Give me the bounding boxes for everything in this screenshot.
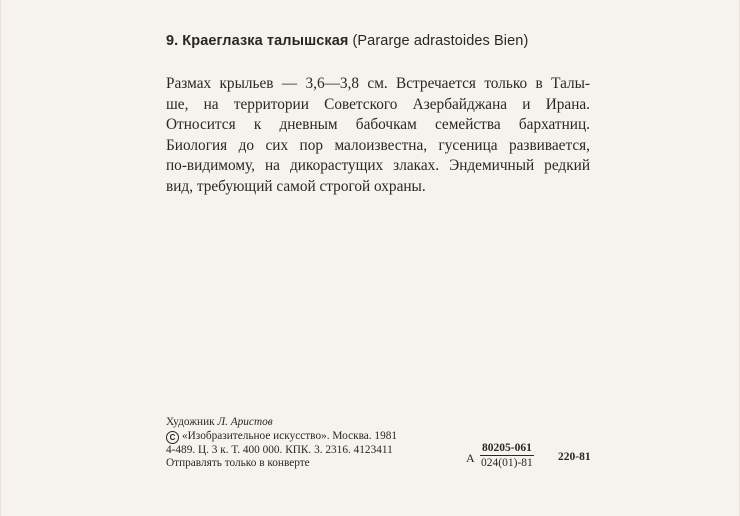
artist-credit xyxy=(166,416,397,430)
index-denominator: 024(01)-81 xyxy=(481,457,533,469)
description-line: Биология до сих пор малоизвестна, гусеница развивается, xyxy=(166,136,590,154)
description-line: вид, требующий самой строгой охраны. xyxy=(166,177,426,195)
artist-name: Л. Аристов xyxy=(217,416,273,428)
copyright-icon: C xyxy=(166,431,179,444)
artist-label: Художник xyxy=(166,416,215,428)
description-line: Размах крыльев — 3,6—3,8 см. Встречается только в Талы- xyxy=(166,75,590,92)
description-line: Относится к дневным бабочкам семейства бархатниц. xyxy=(166,116,590,133)
description-line: по-видимому, на дикорастущих злаках. Эндемичный редкий xyxy=(166,157,590,174)
index-letter: А xyxy=(466,451,475,465)
index-fraction xyxy=(480,442,534,469)
publisher-credit xyxy=(166,430,397,444)
species-name-latin: (Pararge adrastoides Bien) xyxy=(352,33,529,49)
description-line: ше, на территории Советского Азербайджана и Ирана. xyxy=(166,95,590,113)
species-name-ru: Краеглазка талышская xyxy=(182,33,349,49)
species-title xyxy=(166,32,528,50)
species-number: 9. xyxy=(166,33,179,49)
mailing-note: Отправлять только в конверте xyxy=(166,457,310,470)
publisher-line: «Изобразительное искусство». Москва. 1981 xyxy=(182,429,398,442)
index-numerator: 80205-061 xyxy=(482,442,532,454)
species-description xyxy=(166,74,590,197)
print-info: 4-489. Ц. 3 к. Т. 400 000. КПК. 3. 2316. 4123411 xyxy=(166,443,393,456)
credits-block xyxy=(166,416,397,471)
index-suffix: 220-81 xyxy=(558,451,591,463)
